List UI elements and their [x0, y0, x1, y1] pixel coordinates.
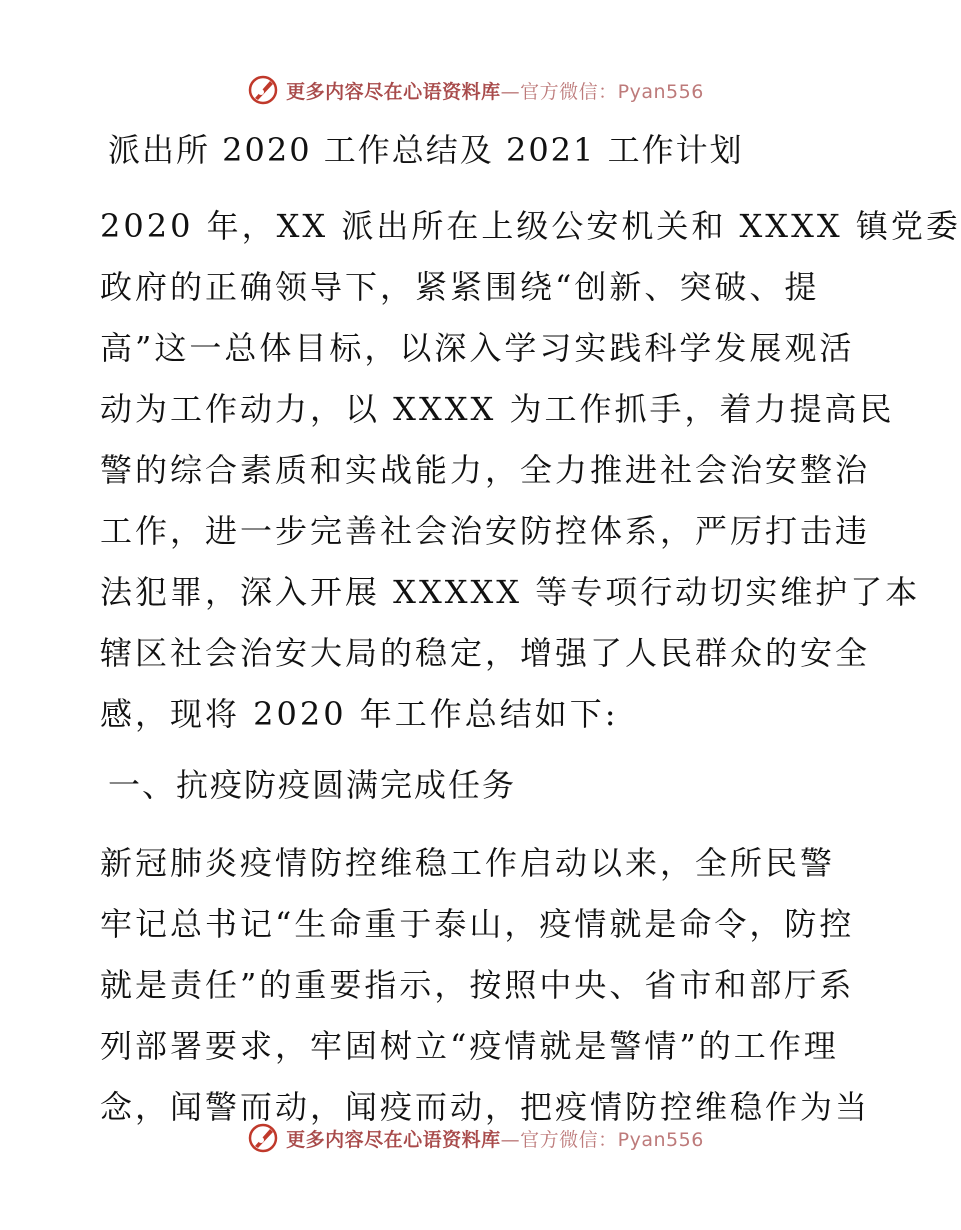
text-line: 列部署要求，牢固树立“疫情就是警情”的工作理 [100, 1027, 839, 1065]
watermark-bottom [0, 1118, 950, 1158]
text-line: 动为工作动力，以 XXXX 为工作抓手，着力提高民 [100, 390, 895, 428]
watermark-text [286, 1125, 704, 1152]
document-body [100, 124, 961, 1138]
text-line: 感，现将 2020 年工作总结如下: [100, 695, 619, 733]
text-line: 高”这一总体目标，以深入学习实践科学发展观活 [100, 329, 855, 367]
section-heading: 一、抗疫防疫圆满完成任务 [108, 766, 517, 804]
text-line: 政府的正确领导下，紧紧围绕“创新、突破、提 [100, 268, 820, 306]
watermark-text [286, 77, 704, 104]
text-line: 牢记总书记“生命重于泰山，疫情就是命令，防控 [100, 905, 855, 943]
section1-paragraph [100, 833, 871, 1138]
document-title: 派出所 2020 工作总结及 2021 工作计划 [108, 131, 744, 169]
text-line: 念，闻警而动，闻疫而动，把疫情防控维稳作为当 [100, 1088, 871, 1126]
intro-paragraph [100, 196, 961, 745]
watermark-sub: —官方微信：Pyan556 [500, 1128, 704, 1151]
text-line: 警的综合素质和实战能力，全力推进社会治安整治 [100, 451, 871, 489]
watermark-main: 更多内容尽在心语资料库 [286, 80, 501, 103]
text-line: 工作，进一步完善社会治安防控体系，严厉打击违 [100, 512, 871, 550]
text-line: 就是责任”的重要指示，按照中央、省市和部厅系 [100, 966, 855, 1004]
quill-circle-logo-icon [246, 1121, 280, 1155]
quill-circle-logo-icon [246, 73, 280, 107]
text-line: 辖区社会治安大局的稳定，增强了人民群众的安全 [100, 634, 871, 672]
text-line: 新冠肺炎疫情防控维稳工作启动以来，全所民警 [100, 844, 836, 882]
watermark-sub: —官方微信：Pyan556 [500, 80, 704, 103]
text-line: 2020 年，XX 派出所在上级公安机关和 XXXX 镇党委 [100, 207, 961, 245]
watermark-main: 更多内容尽在心语资料库 [286, 1128, 501, 1151]
text-line: 法犯罪，深入开展 XXXXX 等专项行动切实维护了本 [100, 573, 921, 611]
watermark-top [0, 70, 950, 110]
